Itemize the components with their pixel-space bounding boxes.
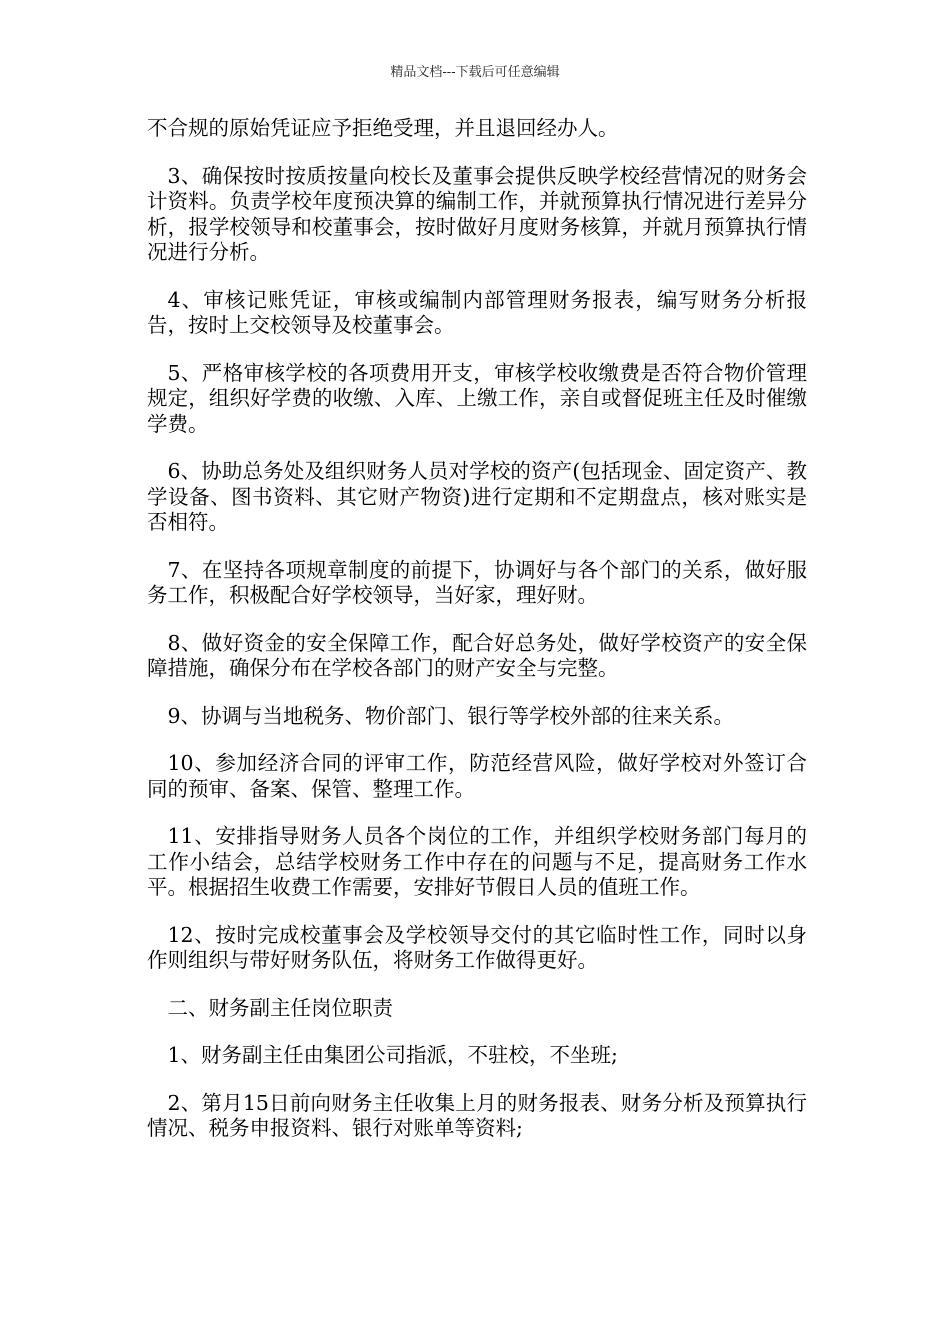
paragraph-item-9: 9、协调与当地税务、物价部门、银行等学校外部的往来关系。 (167, 703, 735, 728)
paragraph-item-11: 11、安排指导财务人员各个岗位的工作，并组织学校财务部门每月的工作小结会，总结学校财务工作中存在的问题与不足，提高财务工作水平。根据招生收费工作需要，安排好节假日人员的值班工作。 (147, 824, 807, 899)
paragraph-item-8: 8、做好资金的安全保障工作，配合好总务处，做好学校资产的安全保障措施，确保分布在学校各部门的财产安全与完整。 (147, 630, 807, 680)
paragraph-item-12: 12、按时完成校董事会及学校领导交付的其它临时性工作，同时以身作则组织与带好财务队伍，将财务工作做得更好。 (147, 922, 807, 972)
section-heading: 二、财务副主任岗位职责 (167, 995, 393, 1020)
paragraph-item-7: 7、在坚持各项规章制度的前提下，协调好与各个部门的关系，做好服务工作，积极配合好学校领导，当好家，理好财。 (147, 557, 807, 607)
document-body (147, 116, 807, 1164)
paragraph-item-6: 6、协助总务处及组织财务人员对学校的资产(包括现金、固定资产、教学设备、图书资料、其它财产物资)进行定期和不定期盘点，核对账实是否相符。 (147, 459, 807, 534)
paragraph-deputy-item-1: 1、财务副主任由集团公司指派，不驻校，不坐班; (167, 1043, 618, 1067)
page-header: 精品文档---下载后可任意编辑 (390, 65, 560, 80)
paragraph-item-10: 10、参加经济合同的评审工作，防范经营风险，做好学校对外签订合同的预审、备案、保管、整理工作。 (147, 751, 807, 801)
paragraph-continuation: 不合规的原始凭证应予拒绝受理，并且退回经办人。 (147, 116, 619, 140)
paragraph-item-3: 3、确保按时按质按量向校长及董事会提供反映学校经营情况的财务会计资料。负责学校年度预决算的编制工作，并就预算执行情况进行差异分析，报学校领导和校董事会，按时做好月度财务核算，并就月预算执行情况进行分析。 (147, 163, 807, 264)
paragraph-deputy-item-2: 2、第月15日前向财务主任收集上月的财务报表、财务分析及预算执行情况、税务申报资料、银行对账单等资料; (147, 1090, 807, 1140)
paragraph-item-5: 5、严格审核学校的各项费用开支，审核学校收缴费是否符合物价管理规定，组织好学费的收缴、入库、上缴工作，亲自或督促班主任及时催缴学费。 (147, 360, 807, 436)
paragraph-item-4: 4、审核记账凭证，审核或编制内部管理财务报表，编写财务分析报告，按时上交校领导及校董事会。 (147, 287, 807, 337)
